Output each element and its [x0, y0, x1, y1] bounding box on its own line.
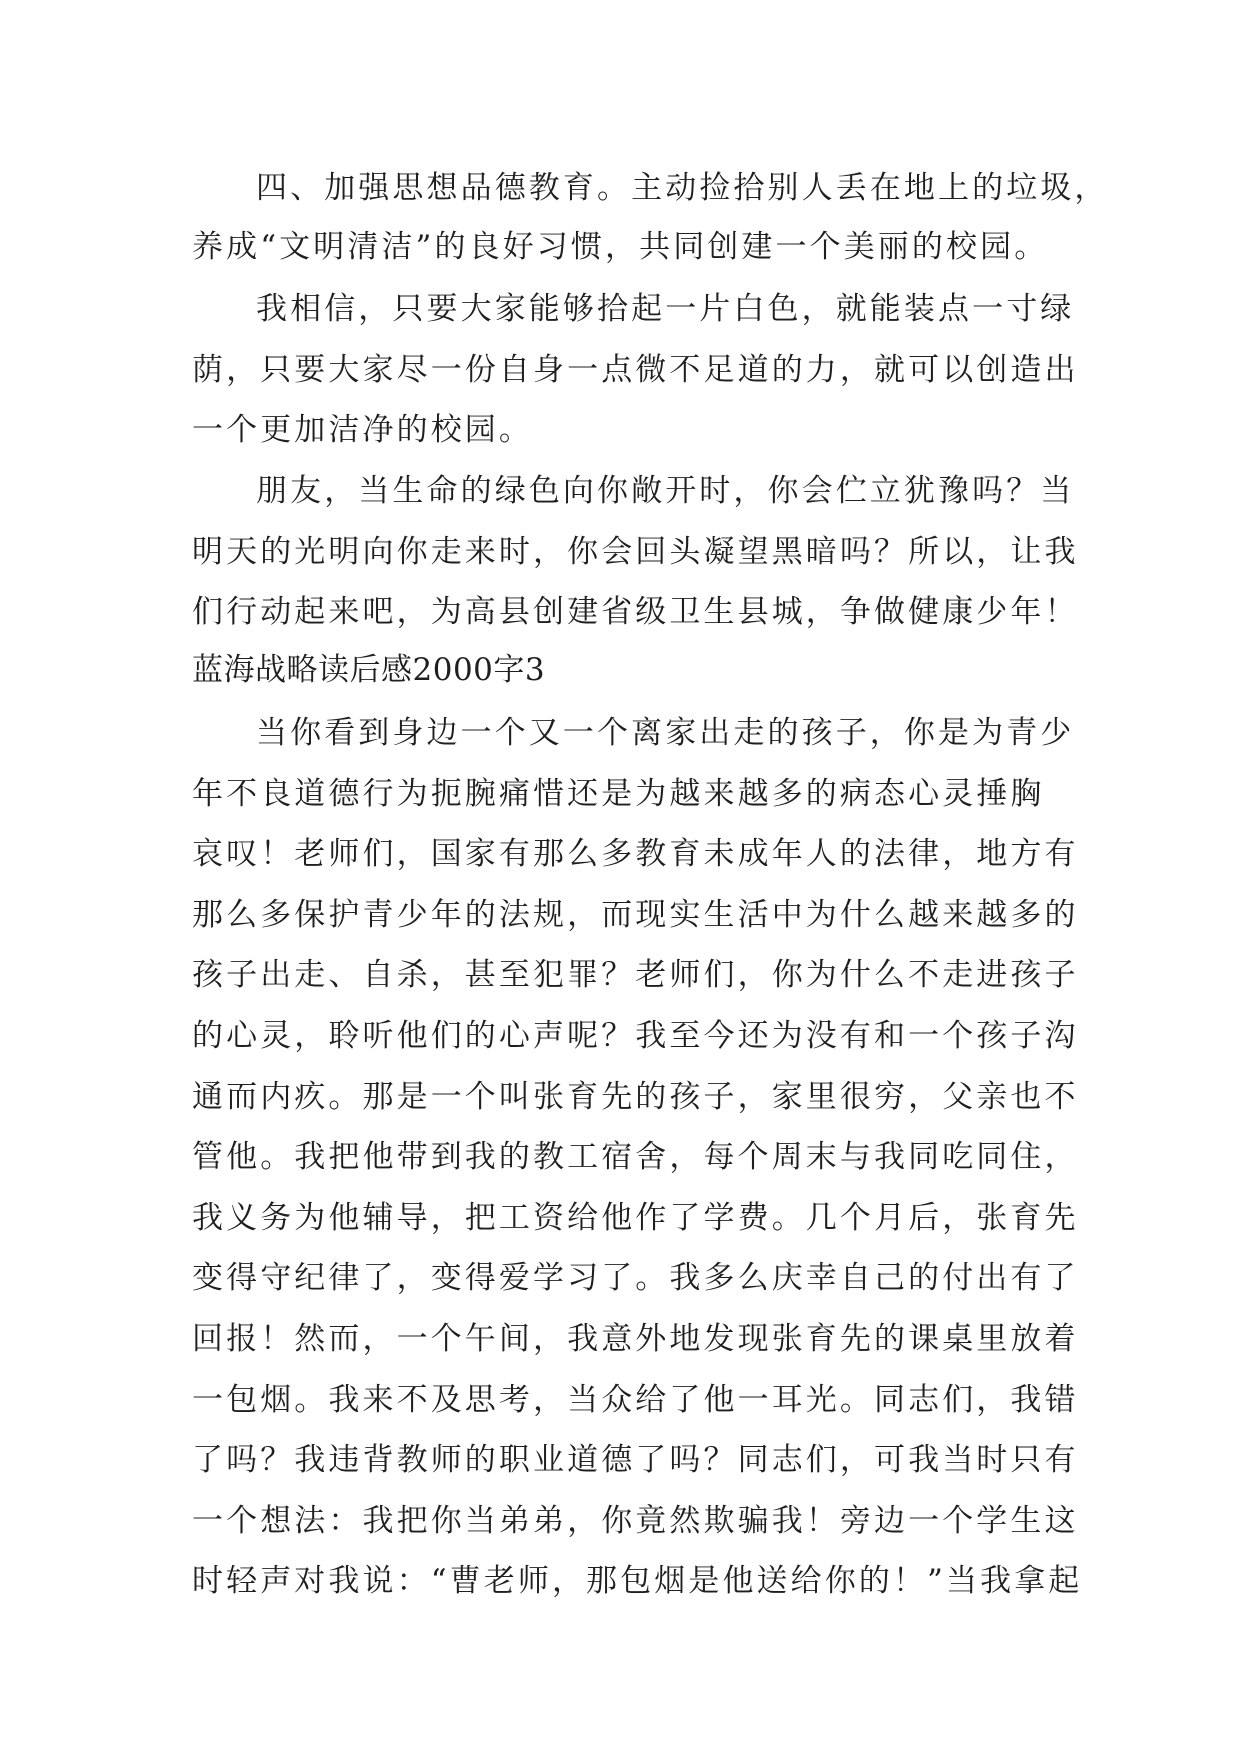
section-heading: 蓝海战略读后感2000字3: [192, 652, 546, 688]
essay-line: 我义务为他辅导，把工资给他作了学费。几个月后，张育先: [192, 1200, 1079, 1236]
essay-line: 当你看到身边一个又一个离家出走的孩子，你是为青少: [256, 715, 1075, 751]
essay-line: 时轻声对我说：“曹老师，那包烟是他送给你的！”当我拿起: [192, 1563, 1083, 1599]
essay-line: 管他。我把他带到我的教工宿舍，每个周末与我同吃同住，: [192, 1139, 1079, 1175]
essay-line: 了吗？我违背教师的职业道德了吗？同志们，可我当时只有: [192, 1442, 1079, 1478]
essay-line: 一包烟。我来不及思考，当众给了他一耳光。同志们，我错: [192, 1382, 1079, 1418]
essay-line: 通而内疚。那是一个叫张育先的孩子，家里很穷，父亲也不: [192, 1079, 1079, 1115]
paragraph-line: 养成“文明清洁”的良好习惯，共同创建一个美丽的校园。: [192, 229, 1049, 265]
essay-line: 哀叹！老师们，国家有那么多教育未成年人的法律，地方有: [192, 836, 1079, 872]
essay-line: 一个想法：我把你当弟弟，你竟然欺骗我！旁边一个学生这: [192, 1503, 1079, 1539]
paragraph-line: 一个更加洁净的校园。: [192, 412, 533, 448]
essay-line: 回报！然而，一个午间，我意外地发现张育先的课桌里放着: [192, 1321, 1079, 1357]
essay-line: 变得守纪律了，变得爱学习了。我多么庆幸自己的付出有了: [192, 1260, 1079, 1296]
essay-line: 年不良道德行为扼腕痛惜还是为越来越多的病态心灵捶胸: [192, 776, 1045, 812]
paragraph-line: 我相信，只要大家能够拾起一片白色，就能装点一寸绿: [256, 291, 1075, 327]
paragraph-line: 们行动起来吧，为高县创建省级卫生县城，争做健康少年！: [192, 594, 1079, 630]
essay-line: 的心灵，聆听他们的心声呢？我至今还为没有和一个孩子沟: [192, 1018, 1079, 1054]
essay-line: 那么多保护青少年的法规，而现实生活中为什么越来越多的: [192, 897, 1079, 933]
paragraph-line: 荫，只要大家尽一份自身一点微不足道的力，就可以创造出: [192, 352, 1079, 388]
essay-line: 孩子出走、自杀，甚至犯罪？老师们，你为什么不走进孩子: [192, 957, 1079, 993]
paragraph-line: 四、加强思想品德教育。主动捡拾别人丢在地上的垃圾，: [256, 170, 1109, 206]
paragraph-line: 朋友，当生命的绿色向你敞开时，你会伫立犹豫吗？当: [256, 473, 1075, 509]
paragraph-line: 明天的光明向你走来时，你会回头凝望黑暗吗？所以，让我: [192, 534, 1079, 570]
